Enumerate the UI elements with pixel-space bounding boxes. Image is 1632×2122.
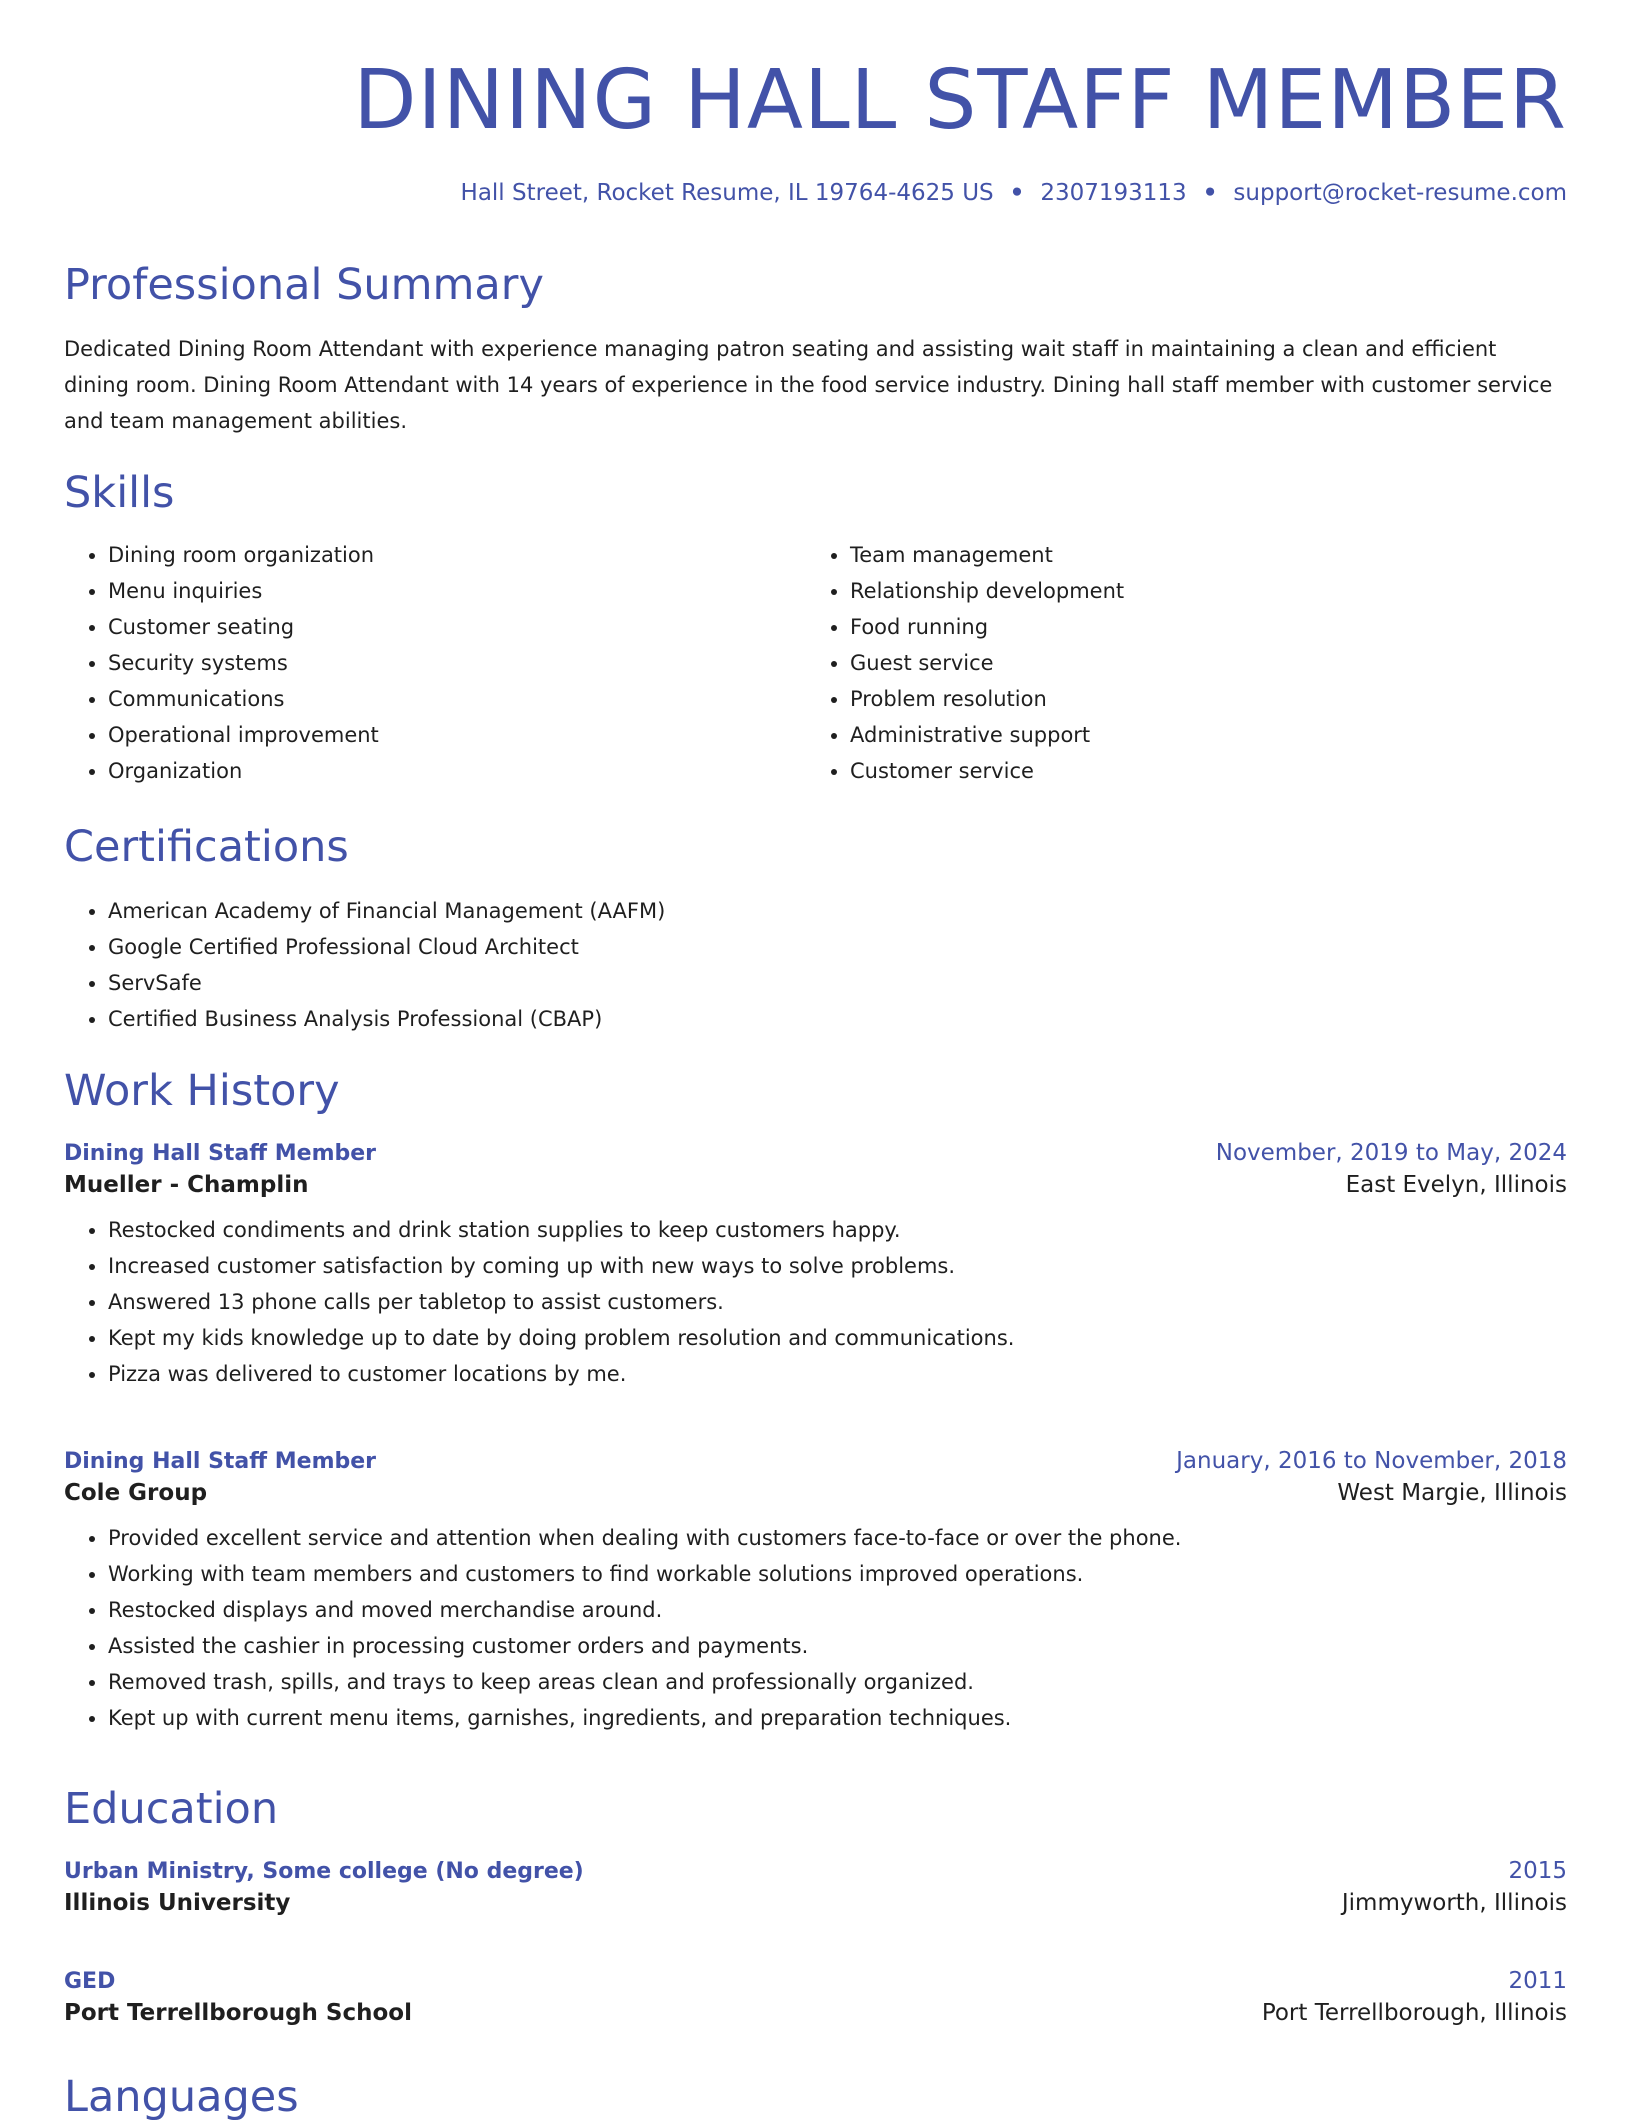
job-bullet: • Kept my kids knowledge up to date by doing problem resolution and communications.: [108, 1320, 1567, 1356]
job-bullet: • Assisted the cashier in processing customer orders and payments.: [108, 1628, 1567, 1664]
job-location: West Margie, Illinois: [1337, 1480, 1567, 1506]
certification-item: • Google Certified Professional Cloud Architect: [108, 929, 1567, 965]
skill-item: • Team management: [850, 537, 1548, 573]
contact-phone: 2307193113: [1040, 180, 1187, 206]
skills-column-left: [64, 537, 806, 789]
skill-item: • Communications: [108, 681, 806, 717]
work-title: Work History: [64, 1066, 340, 1116]
job-location: East Evelyn, Illinois: [1345, 1172, 1567, 1198]
summary-text: Dedicated Dining Room Attendant with experience managing patron seating and assisting wait staff in maintaining a clean and efficient dining room. Dining Room Attendant with 14 years of experience in the food service industry. Dining hall staff member with customer service and team management abilities.: [64, 337, 1553, 434]
skill-item: • Guest service: [850, 645, 1548, 681]
job-bullets: [64, 1520, 1567, 1736]
certifications-list: [64, 893, 1567, 1037]
skill-item: • Operational improvement: [108, 717, 806, 753]
job-bullet: • Kept up with current menu items, garnishes, ingredients, and preparation techniques.: [108, 1700, 1567, 1736]
resume-page: [64, 0, 1567, 2122]
education-year: 2015: [1508, 1858, 1567, 1884]
job-bullet: • Removed trash, spills, and trays to keep areas clean and professionally organized.: [108, 1664, 1567, 1700]
job-bullet: • Restocked condiments and drink station supplies to keep customers happy.: [108, 1212, 1567, 1248]
summary-section: [64, 262, 1567, 439]
job-entry: [64, 1140, 1567, 1392]
skill-item: • Dining room organization: [108, 537, 806, 573]
education-entry: [64, 1858, 1567, 1916]
education-section: [64, 1786, 1567, 1833]
education-degree: GED: [64, 1969, 116, 1994]
education-school: Port Terrellborough School: [64, 2000, 412, 2026]
languages-title: Languages: [64, 2072, 299, 2122]
contact-address: Hall Street, Rocket Resume, IL 19764-4625 US: [460, 180, 994, 206]
work-section: [64, 1068, 1567, 1115]
certification-item: • American Academy of Financial Management (AAFM): [108, 893, 1567, 929]
job-bullet: • Provided excellent service and attention when dealing with customers face-to-face or over the phone.: [108, 1520, 1567, 1556]
skills-grid: [64, 537, 1567, 789]
skills-list-right: [806, 537, 1548, 789]
skills-section: [64, 470, 1567, 789]
job-bullet: • Answered 13 phone calls per tabletop to assist customers.: [108, 1284, 1567, 1320]
education-location: Port Terrellborough, Illinois: [1261, 2000, 1567, 2026]
job-bullet: • Pizza was delivered to customer locations by me.: [108, 1356, 1567, 1392]
job-company: Cole Group: [64, 1480, 208, 1506]
skills-title: Skills: [64, 468, 175, 518]
certifications-title: Certifications: [64, 822, 349, 872]
job-company: Mueller - Champlin: [64, 1172, 309, 1198]
contact-email[interactable]: support@rocket-resume.com: [1233, 180, 1567, 206]
education-location: Jimmyworth, Illinois: [1341, 1890, 1567, 1916]
job-dates: November, 2019 to May, 2024: [1215, 1140, 1567, 1166]
skills-column-right: [806, 537, 1548, 789]
contact-line: [64, 180, 1567, 206]
education-entry: [64, 1968, 1567, 2026]
job-entry: [64, 1448, 1567, 1736]
skill-item: • Relationship development: [850, 573, 1548, 609]
skill-item: • Customer service: [850, 753, 1548, 789]
skill-item: • Menu inquiries: [108, 573, 806, 609]
contact-separator: •: [1009, 180, 1025, 206]
job-bullets: [64, 1212, 1567, 1392]
skill-item: • Security systems: [108, 645, 806, 681]
summary-title: Professional Summary: [64, 260, 544, 310]
contact-separator: •: [1202, 180, 1218, 206]
skill-item: • Organization: [108, 753, 806, 789]
education-year: 2011: [1508, 1968, 1567, 1994]
education-degree: Urban Ministry, Some college (No degree): [64, 1859, 584, 1884]
skill-item: • Food running: [850, 609, 1548, 645]
job-bullet: • Working with team members and customers to find workable solutions improved operations.: [108, 1556, 1567, 1592]
resume-name: DINING HALL STAFF MEMBER: [353, 53, 1567, 148]
job-title: Dining Hall Staff Member: [64, 1449, 377, 1474]
job-bullet: • Increased customer satisfaction by coming up with new ways to solve problems.: [108, 1248, 1567, 1284]
job-dates: January, 2016 to November, 2018: [1176, 1448, 1567, 1474]
education-title: Education: [64, 1784, 279, 1834]
certification-item: • Certified Business Analysis Professional (CBAP): [108, 1001, 1567, 1037]
certifications-section: [64, 824, 1567, 1037]
skill-item: • Problem resolution: [850, 681, 1548, 717]
skill-item: • Customer seating: [108, 609, 806, 645]
job-title: Dining Hall Staff Member: [64, 1141, 377, 1166]
certification-item: • ServSafe: [108, 965, 1567, 1001]
languages-section: [64, 2074, 1567, 2121]
skills-list-left: [64, 537, 806, 789]
skill-item: • Administrative support: [850, 717, 1548, 753]
education-school: Illinois University: [64, 1890, 291, 1916]
job-bullet: • Restocked displays and moved merchandise around.: [108, 1592, 1567, 1628]
